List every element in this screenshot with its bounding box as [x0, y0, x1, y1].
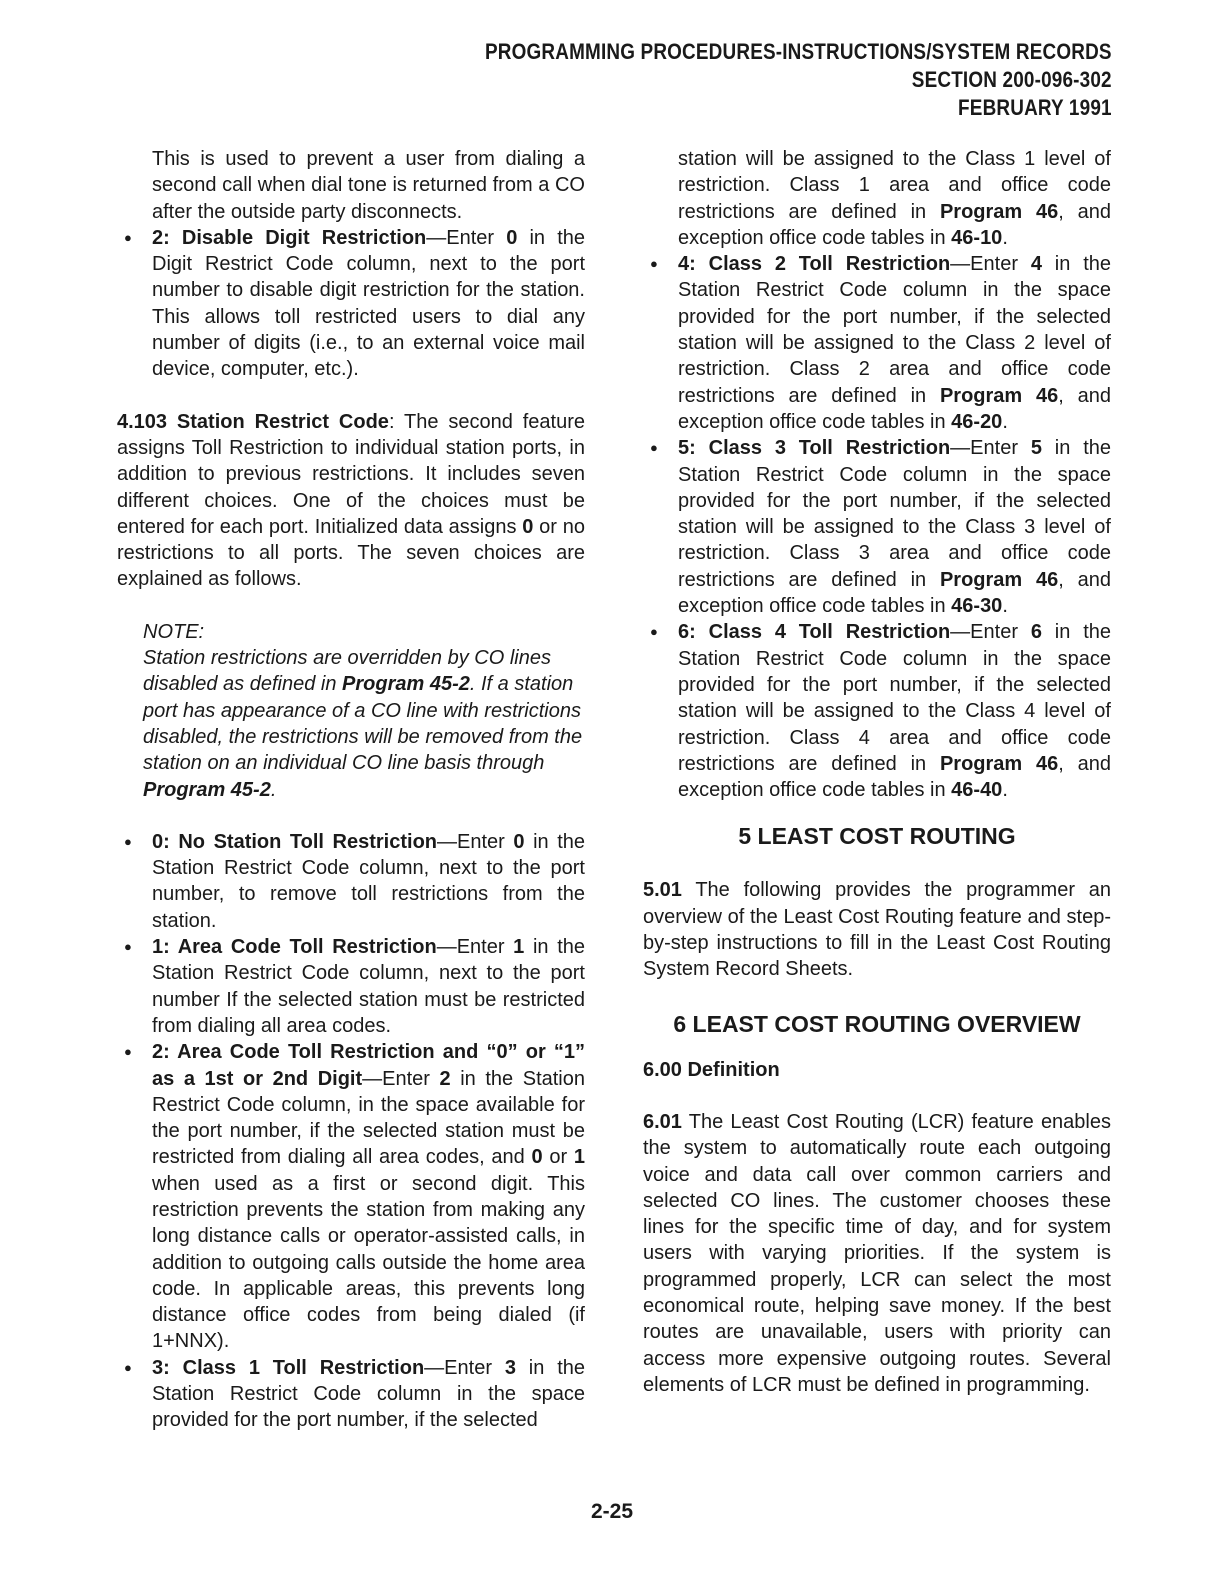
- note-text: Station restrictions are overridden by CO lines disabled as defined in Program 45-2. If a station port has appearance of a CO line with restrictions disabled, the restrictions will be removed from the station on an individual CO line basis through Program 45-2.: [143, 647, 583, 801]
- area-code-toll-restriction-bullet: ● 1: Area Code Toll Restriction—Enter 1 in the Station Restrict Code column, next to the port number If the selected station must be restricted from dialing all area codes.: [117, 934, 585, 1039]
- note-label: NOTE:: [143, 620, 205, 643]
- page-number: 2-25: [590, 1500, 634, 1523]
- bullet-title: 5: Class 3 Toll Restriction: [678, 437, 951, 460]
- page-header: [383, 38, 1112, 122]
- header-doc-title: PROGRAMMING PROCEDURES-INSTRUCTIONS/SYSTEM RECORDS: [485, 39, 1112, 64]
- section-600-title: 6.00 Definition: [643, 1058, 780, 1081]
- left-column: [117, 146, 585, 1434]
- area-code-and-digit-restriction-bullet: ● 2: Area Code Toll Restriction and “0” or “1” as a 1st or 2nd Digit—Enter 2 in the Station Restrict Code column, in the space available for the port number, if the selected station must be restricted from dialing all area codes, and 0 or 1 when used as a first or second digit. This restriction prevents the station from making any long distance calls or operator-assisted calls, in addition to outgoing calls outside the home area code. In applicable areas, this prevents long distance office codes from being dialed (if 1+NNX).: [117, 1039, 585, 1355]
- bullet-title: 1: Area Code Toll Restriction: [152, 936, 437, 959]
- section-6-title: 6 LEAST COST ROUTING OVERVIEW: [673, 1010, 1081, 1037]
- header-date: FEBRUARY 1991: [958, 95, 1112, 120]
- note-block: [117, 619, 585, 803]
- intro-paragraph: This is used to prevent a user from dialing a second call when dial tone is returned from a CO after the outside party disconnects.: [152, 148, 585, 223]
- section-5-title: 5 LEAST COST ROUTING: [738, 823, 1016, 850]
- digit-restriction-bullet: ● 2: Disable Digit Restriction—Enter 0 in the Digit Restrict Code column, next to the port number to disable digit restriction for the station. This allows toll restricted users to dial any number of digits (i.e., to an external voice mail device, computer, etc.).: [117, 225, 585, 383]
- paragraph-501: 5.01 The following provides the programmer an overview of the Least Cost Routing feature and step-by-step instructions to fill in the Least Cost Routing System Record Sheets.: [643, 879, 1111, 981]
- bullet-title: 2: Area Code Toll Restriction and “0” or “1” as a 1st or 2nd Digit: [152, 1041, 585, 1090]
- class1-toll-restriction-bullet: ● 3: Class 1 Toll Restriction—Enter 3 in the Station Restrict Code column in the space provided for the port number, if the selected: [117, 1355, 585, 1434]
- class2-toll-restriction-bullet: ● 4: Class 2 Toll Restriction—Enter 4 in the Station Restrict Code column in the space provided for the port number, if the selected station will be assigned to the Class 2 level of restriction. Class 2 area and office code restrictions are defined in Program 46, and exception office code tables in 46-20.: [643, 251, 1111, 435]
- bullet-title: 3: Class 1 Toll Restriction: [152, 1356, 425, 1379]
- section-4103-title: 4.103 Station Restrict Code: [117, 410, 389, 433]
- no-toll-restriction-bullet: ● 0: No Station Toll Restriction—Enter 0 in the Station Restrict Code column, next to the port number, to remove toll restrictions from the station.: [117, 829, 585, 934]
- bullet-title: 0: No Station Toll Restriction: [152, 830, 438, 853]
- class4-toll-restriction-bullet: ● 6: Class 4 Toll Restriction—Enter 6 in the Station Restrict Code column in the space provided for the port number, if the selected station will be assigned to the Class 4 level of restriction. Class 4 area and office code restrictions are defined in Program 46, and exception office code tables in 46-40.: [643, 619, 1111, 803]
- class3-toll-restriction-bullet: ● 5: Class 3 Toll Restriction—Enter 5 in the Station Restrict Code column in the space provided for the port number, if the selected station will be assigned to the Class 3 level of restriction. Class 3 area and office code restrictions are defined in Program 46, and exception office code tables in 46-30.: [643, 435, 1111, 619]
- bullet-title: 4: Class 2 Toll Restriction: [678, 253, 951, 276]
- bullet-title: 2: Disable Digit Restriction: [152, 226, 427, 249]
- section-4103-paragraph: 4.103 Station Restrict Code: The second feature assigns Toll Restriction to individual station ports, in addition to previous restrictions. It includes seven different choices. One of the choices must be entered for each port. Initialized data assigns 0 or no restrictions to all ports. The seven choices are explained as follows.: [117, 410, 585, 591]
- right-column: [643, 146, 1111, 1398]
- class1-continuation: station will be assigned to the Class 1 level of restriction. Class 1 area and office code restrictions are defined in Program 46, and exception office code tables in 46-10.: [678, 148, 1111, 249]
- bullet-title: 6: Class 4 Toll Restriction: [678, 621, 951, 644]
- paragraph-601: 6.01 The Least Cost Routing (LCR) feature enables the system to automatically route each outgoing voice and data call over common carriers and selected CO lines. The customer chooses these lines for the specific time of day, and for system users with varying priorities. If the system is programmed properly, LCR can select the most economical route, helping save money. If the best routes are unavailable, users with priority can access more expensive outgoing routes. Several elements of LCR must be defined in programming.: [643, 1110, 1111, 1396]
- header-section-number: SECTION 200-096-302: [912, 67, 1112, 92]
